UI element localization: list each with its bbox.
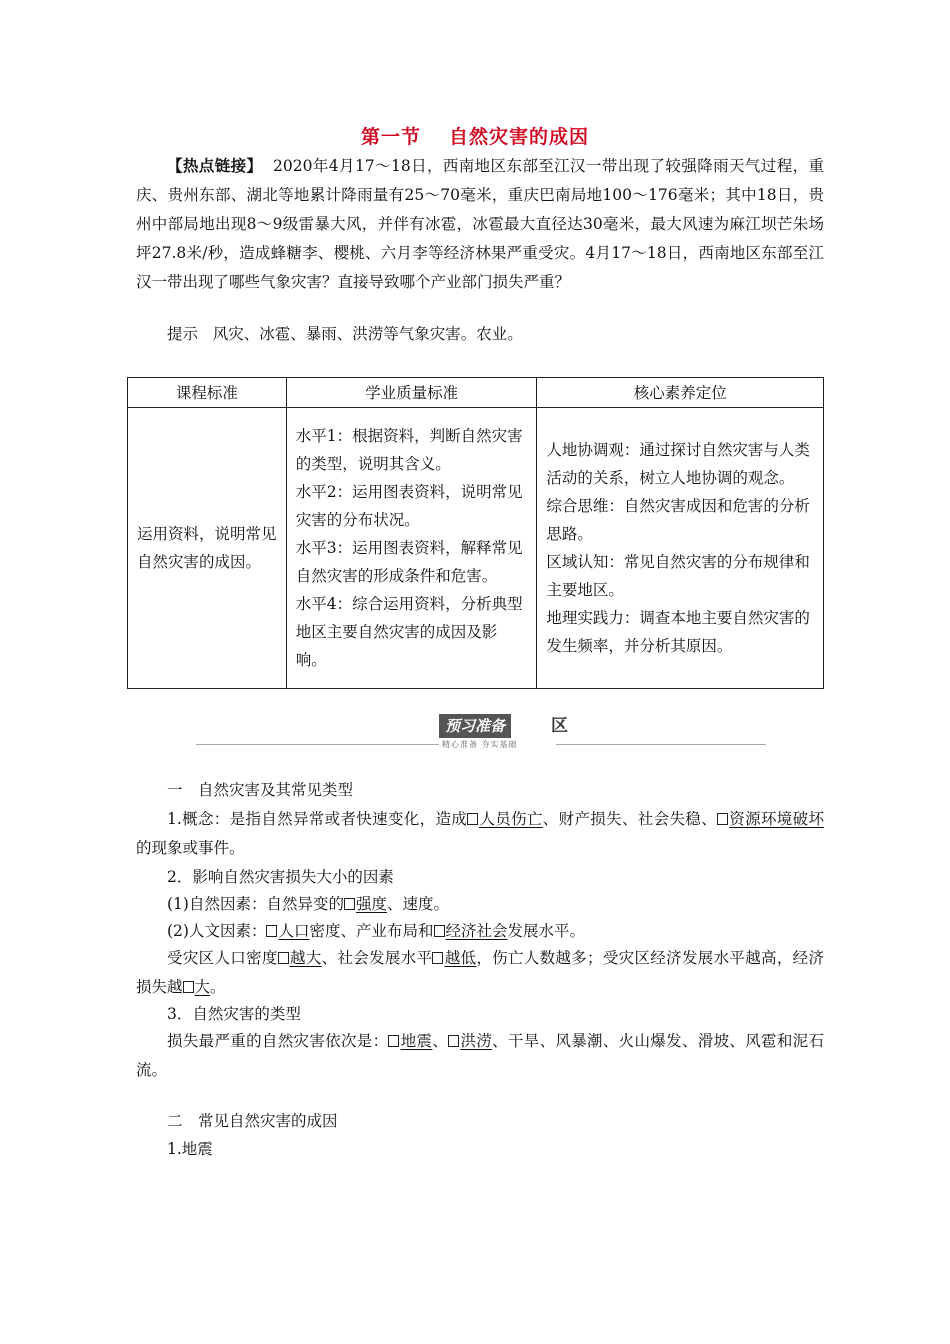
concept-text-d: 的现象或事件。 (136, 839, 245, 857)
blank-flood (448, 1032, 492, 1050)
natural-text-a: (1)自然因素：自然异变的 (167, 895, 344, 913)
hint-paragraph (136, 320, 824, 349)
core-literacy-cell (537, 408, 824, 689)
hint-text: 风灾、冰雹、暴雨、洪涝等气象灾害。农业。 (212, 325, 523, 343)
blank-intensity (344, 895, 387, 913)
relation-paragraph (136, 944, 824, 1002)
header-course-standard: 课程标准 (128, 378, 287, 408)
human-text-c: 密度、产业布局和 (309, 922, 434, 940)
banner-tag: 预习准备 (439, 714, 511, 738)
blank-environment-text: 资源环境破坏 (728, 810, 824, 828)
blank-lower-text: 越低 (444, 949, 477, 967)
types-paragraph (136, 1027, 824, 1085)
blank-earthquake (388, 1032, 432, 1050)
blank-box-icon (388, 1035, 399, 1047)
relation-text-e: 。 (210, 978, 226, 996)
header-core-literacy: 核心素养定位 (537, 378, 824, 408)
literacy-human-land: 人地协调观：通过探讨自然灾害与人类活动的关系，树立人地协调的观念。 (546, 441, 810, 487)
blank-population-text: 人口 (278, 922, 310, 940)
section1-heading: 一 自然灾害及其常见类型 (167, 781, 354, 799)
section2-heading: 二 常见自然灾害的成因 (167, 1112, 338, 1130)
blank-box-icon (432, 952, 443, 964)
blank-box-icon (467, 813, 478, 825)
banner-suffix: 区 (551, 716, 568, 736)
blank-box-icon (344, 898, 355, 910)
blank-larger-text: 越大 (289, 949, 322, 967)
table-row (128, 408, 824, 689)
blank-casualties-text: 人员伤亡 (479, 810, 543, 828)
blank-economy (434, 922, 508, 940)
blank-box-icon (278, 952, 289, 964)
blank-big (183, 978, 211, 996)
table-header-row (128, 378, 824, 408)
blank-casualties (467, 810, 543, 828)
course-standard-text: 运用资料，说明常见自然灾害的成因。 (137, 525, 277, 571)
human-text-a: (2)人文因素： (167, 922, 267, 940)
preview-section-banner (196, 714, 766, 754)
blank-environment (717, 810, 824, 828)
blank-box-icon (183, 981, 194, 993)
banner-left-rule (196, 744, 439, 745)
title-topic: 自然灾害的成因 (449, 126, 590, 148)
hotspot-paragraph (136, 151, 824, 297)
title-section-number: 第一节 (360, 126, 421, 148)
types-text-c: 、 (432, 1032, 449, 1050)
types-text-d: 、干旱、风暴潮、火山爆发、滑坡、风雹和泥石流。 (136, 1032, 824, 1079)
course-standard-cell (128, 408, 287, 689)
blank-economy-text: 经济社会 (445, 922, 508, 940)
page-title (0, 122, 950, 149)
quality-standard-cell (286, 408, 537, 689)
blank-box-icon (266, 925, 277, 937)
header-quality-standard: 学业质量标准 (286, 378, 537, 408)
hotspot-text: 2020年4月17～18日，西南地区东部至江汉一带出现了较强降雨天气过程，重庆、贵州东部、湖北等地累计降雨量有25～70毫米，重庆巴南局地100～176毫米；其中18日，贵州中部局地出现8～9级雷暴大风，并伴有冰雹，冰雹最大直径达30毫米，最大风速为麻江坝芒朱场坪27.8米/秒，造成蜂糖李、樱桃、六月李等经济林果严重受灾。4月17～18日，西南地区东部至江汉一带出现了哪些气象灾害？直接导致哪个产业部门损失严重？ (136, 157, 824, 291)
blank-box-icon (717, 813, 728, 825)
blank-box-icon (434, 925, 445, 937)
types-heading: 3．自然灾害的类型 (167, 1005, 301, 1023)
banner-subtitle: 精心准备 夯实基础 (442, 740, 518, 749)
blank-population (266, 922, 309, 940)
relation-text-c: 、社会发展水平 (321, 949, 433, 967)
blank-intensity-text: 强度 (355, 895, 387, 913)
concept-text-c: 、财产损失、社会失稳、 (542, 810, 717, 828)
literacy-practice: 地理实践力：调查本地主要自然灾害的发生频率，并分析其原因。 (546, 609, 810, 655)
literacy-comprehensive: 综合思维：自然灾害成因和危害的分析思路。 (546, 497, 810, 543)
relation-text-d: ，伤亡人数越多；受灾区经济发展水平越高，经济损失越 (136, 949, 824, 996)
types-text-a: 损失最严重的自然灾害依次是： (167, 1032, 389, 1050)
relation-text-a: 受灾区人口密度 (167, 949, 278, 967)
blank-box-icon (448, 1035, 459, 1047)
blank-big-text: 大 (194, 978, 211, 996)
section2-item-earthquake: 1.地震 (167, 1140, 213, 1158)
blank-larger (278, 949, 322, 967)
quality-level-1: 水平1：根据资料，判断自然灾害的类型，说明其含义。 (295, 427, 523, 473)
standards-table (127, 377, 824, 689)
hint-label: 提示 (167, 325, 199, 343)
literacy-regional: 区域认知：常见自然灾害的分布规律和主要地区。 (546, 553, 810, 599)
blank-flood-text: 洪涝 (460, 1032, 493, 1050)
blank-lower (432, 949, 476, 967)
concept-text-a: 1.概念：是指自然异常或者快速变化，造成 (167, 810, 468, 828)
quality-level-3: 水平3：运用图表资料，解释常见自然灾害的形成条件和危害。 (295, 539, 523, 585)
factors-heading: 2．影响自然灾害损失大小的因素 (167, 868, 394, 886)
banner-right-rule (556, 744, 766, 745)
natural-text-c: 、速度。 (386, 895, 449, 913)
hotspot-label: 【热点链接】 (167, 156, 263, 175)
quality-level-4: 水平4：综合运用资料，分析典型地区主要自然灾害的成因及影响。 (295, 595, 523, 669)
natural-factor (136, 890, 824, 919)
human-text-d: 发展水平。 (507, 922, 586, 940)
blank-earthquake-text: 地震 (400, 1032, 433, 1050)
concept-paragraph (136, 805, 824, 863)
human-factor (136, 917, 824, 946)
quality-level-2: 水平2：运用图表资料，说明常见灾害的分布状况。 (295, 483, 523, 529)
